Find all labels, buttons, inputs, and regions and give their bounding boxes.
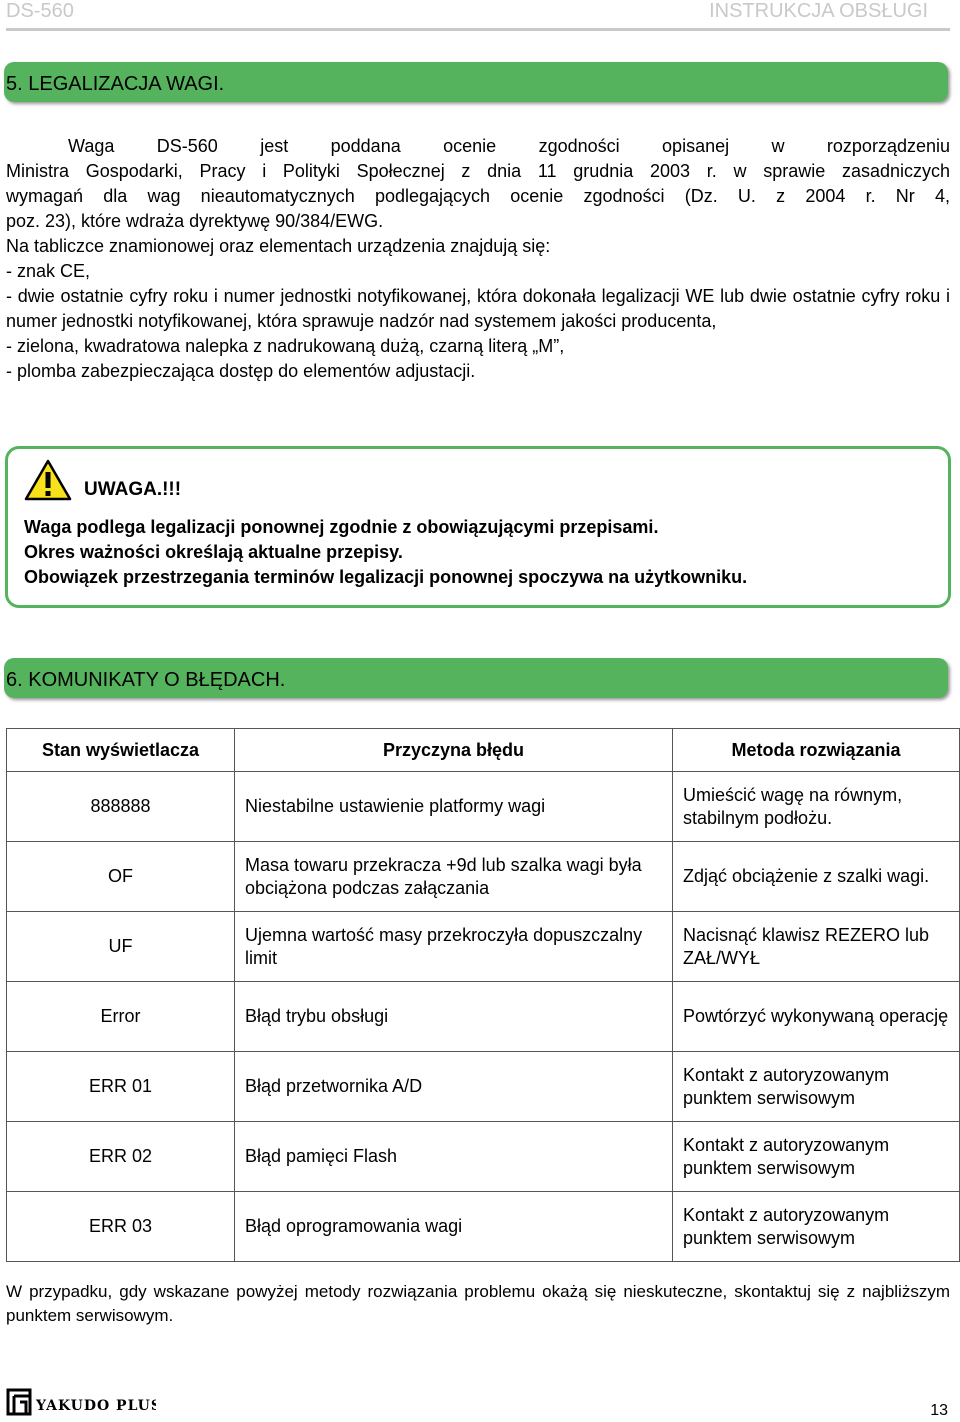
error-fix: Nacisnąć klawisz REZERO lub ZAŁ/WYŁ [673, 912, 960, 982]
section-6-heading [4, 658, 948, 698]
display-code: OF [7, 842, 235, 912]
table-row [7, 1122, 960, 1192]
header-model: DS-560 [6, 0, 74, 22]
display-code: ERR 03 [7, 1192, 235, 1262]
plate-item: - dwie ostatnie cyfry roku i numer jednostki notyfikowanej, która dokonała legalizacji WE lub dwie ostatnie cyfry roku i numer jednostki notyfikowanej, która sprawuje nadzór nad systemem jakości producenta, [6, 286, 950, 331]
error-fix: Powtórzyć wykonywaną operację [673, 982, 960, 1052]
display-code: Error [7, 982, 235, 1052]
table-row [7, 912, 960, 982]
error-cause: Błąd pamięci Flash [235, 1122, 673, 1192]
column-header: Przyczyna błędu [235, 729, 673, 772]
page-header [0, 0, 960, 34]
error-cause: Błąd oprogramowania wagi [235, 1192, 673, 1262]
section-5-heading [4, 62, 948, 102]
yakudo-logo [6, 1388, 156, 1416]
header-divider [6, 28, 950, 31]
warning-text [24, 515, 747, 590]
warning-triangle-icon [24, 459, 72, 501]
error-fix: Zdjąć obciążenie z szalki wagi. [673, 842, 960, 912]
header-manual-title: INSTRUKCJA OBSŁUGI [709, 0, 928, 22]
display-code: ERR 01 [7, 1052, 235, 1122]
warning-line: Okres ważności określają aktualne przepisy. [24, 542, 403, 562]
table-row [7, 982, 960, 1052]
intro-line: poz. 23), które wdraża dyrektywę 90/384/EWG. [6, 211, 384, 231]
display-code: UF [7, 912, 235, 982]
error-cause: Ujemna wartość masy przekroczyła dopuszczalny limit [235, 912, 673, 982]
display-code: ERR 02 [7, 1122, 235, 1192]
section-6-title: 6. KOMUNIKATY O BŁĘDACH. [6, 669, 286, 691]
table-header-row [7, 729, 960, 772]
error-fix: Kontakt z autoryzowanym punktem serwisowym [673, 1052, 960, 1122]
intro-line: Waga DS-560 jest poddana ocenie zgodności opisanej w rozporządzeniu [68, 136, 950, 156]
plate-intro: Na tabliczce znamionowej oraz elementach urządzenia znajdują się: [6, 236, 551, 256]
section-5-intro [6, 134, 950, 384]
warning-title: UWAGA.!!! [84, 479, 182, 500]
plate-item: - plomba zabezpieczająca dostęp do elementów adjustacji. [6, 361, 476, 381]
logo-text: YAKUDO PLUS [36, 1398, 156, 1414]
yakudo-logo-icon [6, 1388, 156, 1416]
column-header: Stan wyświetlacza [7, 729, 235, 772]
error-fix: Umieścić wagę na równym, stabilnym podłożu. [673, 772, 960, 842]
error-cause: Niestabilne ustawienie platformy wagi [235, 772, 673, 842]
error-cause: Błąd trybu obsługi [235, 982, 673, 1052]
display-code: 888888 [7, 772, 235, 842]
page-number: 13 [930, 1402, 948, 1419]
plate-item: - znak CE, [6, 261, 91, 281]
table-row [7, 772, 960, 842]
section-5-title: 5. LEGALIZACJA WAGI. [6, 73, 225, 95]
warning-box [5, 446, 951, 608]
plate-item: - zielona, kwadratowa nalepka z nadrukowaną dużą, czarną literą „M”, [6, 336, 565, 356]
error-cause: Masa towaru przekracza +9d lub szalka wagi była obciążona podczas załączania [235, 842, 673, 912]
error-fix: Kontakt z autoryzowanym punktem serwisowym [673, 1192, 960, 1262]
intro-line: Ministra Gospodarki, Pracy i Polityki Społecznej z dnia 11 grudnia 2003 r. w sprawie zasadniczych [6, 161, 950, 181]
table-row [7, 842, 960, 912]
footer-note: W przypadku, gdy wskazane powyżej metody rozwiązania problemu okażą się nieskuteczne, skontaktuj się z najbliższym punktem serwisowym. [6, 1282, 950, 1325]
error-table [6, 728, 960, 1262]
table-row [7, 1192, 960, 1262]
column-header: Metoda rozwiązania [673, 729, 960, 772]
warning-line: Obowiązek przestrzegania terminów legalizacji ponownej spoczywa na użytkowniku. [24, 567, 748, 587]
warning-line: Waga podlega legalizacji ponownej zgodnie z obowiązującymi przepisami. [24, 517, 659, 537]
intro-line: wymagań dla wag nieautomatycznych podlegających ocenie zgodności (Dz. U. z 2004 r. Nr 4, [6, 186, 950, 206]
error-cause: Błąd przetwornika A/D [235, 1052, 673, 1122]
error-fix: Kontakt z autoryzowanym punktem serwisowym [673, 1122, 960, 1192]
table-row [7, 1052, 960, 1122]
